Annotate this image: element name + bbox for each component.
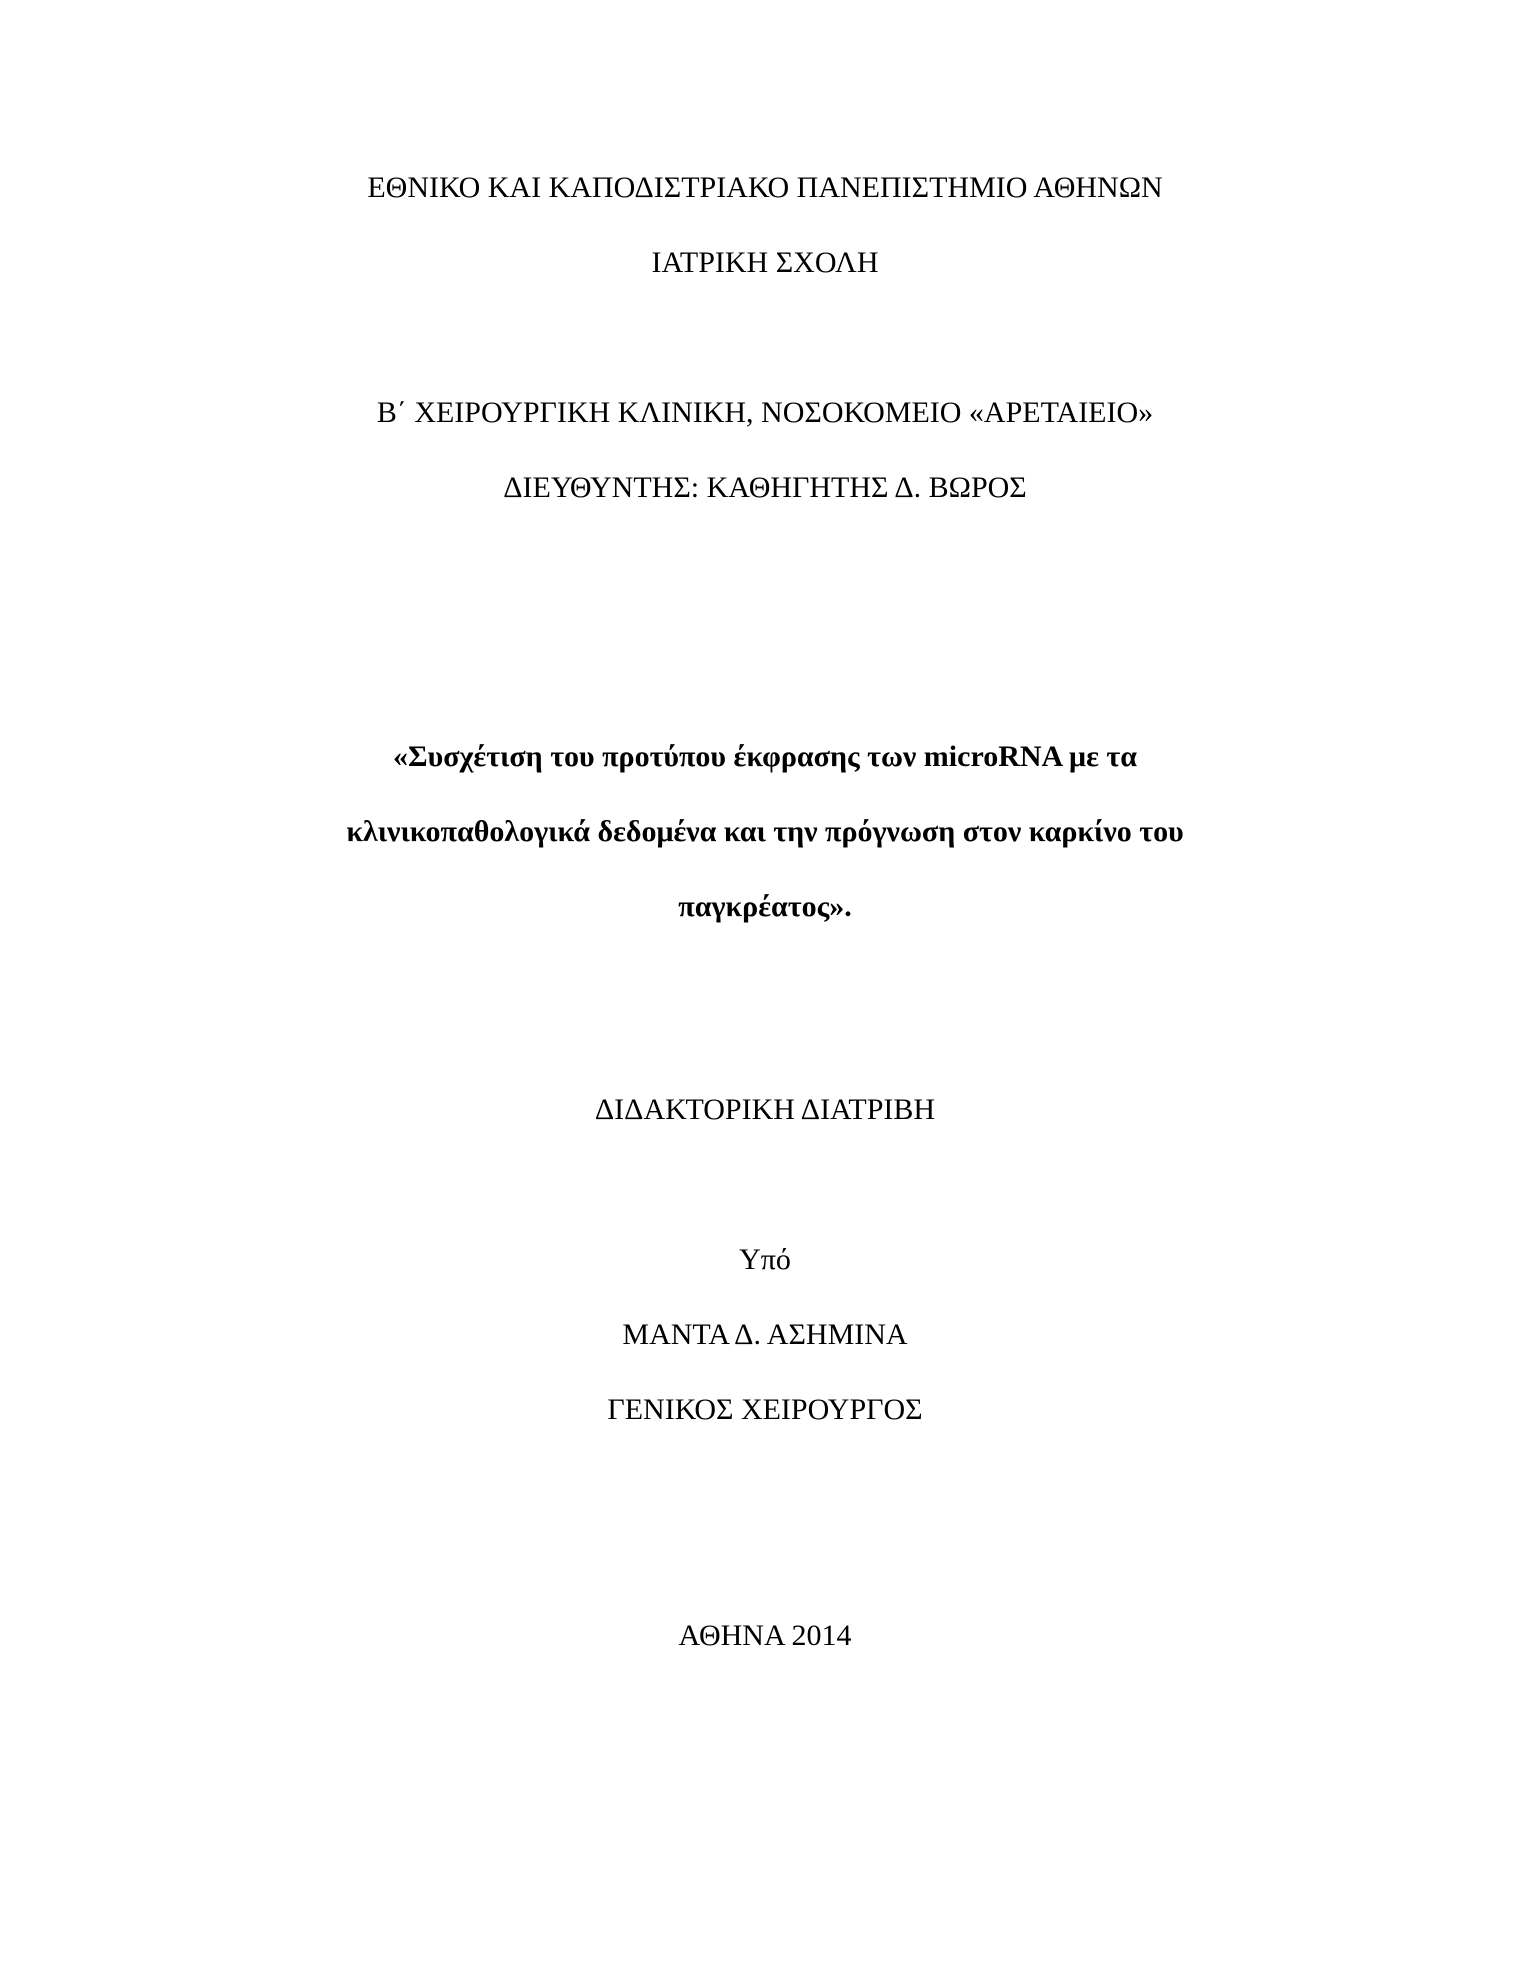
thesis-title-line-3: παγκρέατος». — [678, 890, 852, 923]
clinic-name: Β΄ ΧΕΙΡΟΥΡΓΙΚΗ ΚΛΙΝΙΚΗ, ΝΟΣΟΚΟΜΕΙΟ «ΑΡΕΤΑΙΕΙΟ» — [376, 396, 1154, 429]
author-role: ΓΕΝΙΚΟΣ ΧΕΙΡΟΥΡΓΟΣ — [607, 1393, 923, 1426]
university-name: ΕΘΝΙΚΟ ΚΑΙ ΚΑΠΟΔΙΣΤΡΙΑΚΟ ΠΑΝΕΠΙΣΤΗΜΙΟ ΑΘΗΝΩΝ — [367, 171, 1163, 204]
place-and-year: ΑΘΗΝΑ 2014 — [678, 1619, 852, 1652]
author-name: ΜΑΝΤΑ Δ. ΑΣΗΜΙΝΑ — [622, 1318, 908, 1351]
author-by-label: Υπό — [739, 1243, 791, 1276]
thesis-title-line-1: «Συσχέτιση του προτύπου έκφρασης των microRNA με τα — [393, 740, 1137, 773]
clinic-director: ΔΙΕΥΘΥΝΤΗΣ: ΚΑΘΗΓΗΤΗΣ Δ. ΒΩΡΟΣ — [503, 471, 1027, 504]
thesis-type: ΔΙΔΑΚΤΟΡΙΚΗ ΔΙΑΤΡΙΒΗ — [594, 1093, 936, 1126]
school-name: ΙΑΤΡΙΚΗ ΣΧΟΛΗ — [651, 246, 879, 279]
thesis-title-line-2: κλινικοπαθολογικά δεδομένα και την πρόγνωση στον καρκίνο του — [346, 815, 1184, 848]
